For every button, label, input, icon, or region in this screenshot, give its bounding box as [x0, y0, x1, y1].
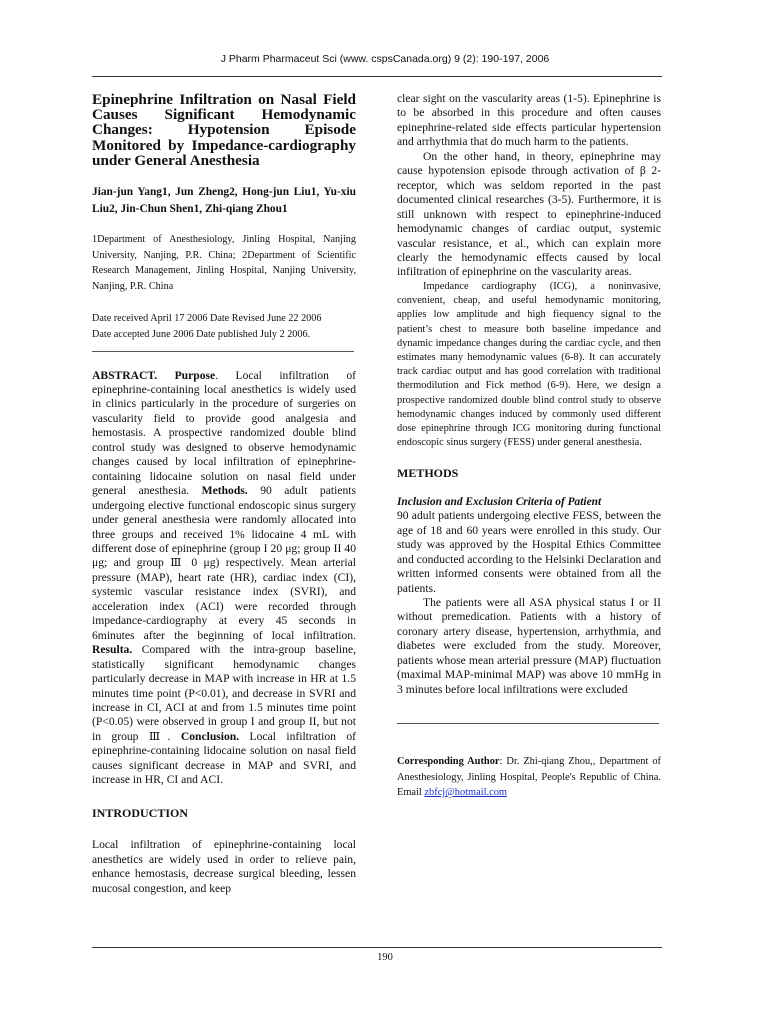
author-list: Jian-jun Yang1, Jun Zheng2, Hong-jun Liu1, Yu-xiu Liu2, Jin-Chun Shen1, Zhi-qiang Zhou1: [92, 186, 356, 216]
abstract: [92, 369, 356, 788]
hypotension-paragraph: On the other hand, in theory, epinephrine may cause hypotension episode through activation of β 2-receptor, which was seldom reported in the past documented clinical researches (3-5). Furthermore, it is still unknown with respect to epinephrine-induced hemodynamic changes of cardiac output, systemic vascular resistance, et al., which can explain more clearly the hemodynamic effects caused by local infiltration of epinephrine on the vascularity areas.: [397, 149, 661, 279]
methods-label: Methods.: [201, 484, 248, 498]
corr-details: : Dr. Zhi-qiang Zhou,, Department of Anesthesiology, Jinling Hospital, People's Republic of China. Email: [397, 756, 662, 799]
methods-heading: METHODS: [397, 466, 459, 481]
article-title: Epinephrine Infiltration on Nasal Field Causes Significant Hemodynamic Changes: Hypotension Episode Monitored by Impedance-cardiography under General Anesthesia: [92, 91, 356, 169]
abstract-methods: 90 adult patients undergoing elective functional endoscopic sinus surgery under general anesthesia were randomly allocated into three groups and received 1% lidocaine 4 mL with different dose of epinephrine (group I 20 μg; group II 40 μg; and group Ⅲ 0 μg) respectively. Mean arterial pressure (MAP), heart rate (HR), cardiac index (CI), systemic vascular resistance index (SVRI), and acceleration index (ACI) were recorded through impedance-cardiography at every 45 seconds in 6minutes after the beginning of local infiltration.: [92, 484, 356, 642]
abstract-conclusion: Local infiltration of epinephrine-containing lidocaine solution on nasal field causes significant decrease in MAP and SVRI, and increase in HR, CI and ACI.: [92, 729, 356, 787]
dates-accepted: Date accepted June 2006 Date published July 2 2006.: [92, 328, 311, 340]
running-head: J Pharm Pharmaceut Sci (www. cspsCanada.org) 9 (2): 190-197, 2006: [220, 53, 550, 65]
footer-rule: [92, 947, 662, 948]
header-rule: [92, 76, 662, 77]
conclusion-label: Conclusion.: [180, 729, 240, 743]
email-link[interactable]: zbfcj@hotmail.com: [424, 787, 507, 799]
abstract-results: Compared with the intra-group baseline, statistically significant hemodynamic changes particularly decrease in MAP with increase in HR at 1.5 minutes time point (P<0.01), and decrease in SVRI and increase in CI, ACI at and from 1.5 minutes time point (P<0.05) were observed in group I and group II, but not in group Ⅲ.: [92, 643, 356, 743]
affiliations: 1Department of Anesthesiology, Jinling Hospital, Nanjing University, Nanjing, P.R. China; 2Department of Scientific Research Management, Jinling Hospital, Nanjing University, Nanjing, P.R. China: [92, 234, 356, 292]
left-column: [92, 92, 356, 896]
abstract-paragraph: [92, 369, 356, 788]
introduction-heading: INTRODUCTION: [92, 805, 189, 820]
abstract-purpose: . Local infiltration of epinephrine-containing local anesthetics is widely used in clinics particularly in the procedure of surgeries on vascularity field to provide good analgesia and hemostasis. A prospective randomized double blind control study was designed to observe hemodynamic changes caused by local infiltration of epinephrine-containing lidocaine solution on nasal field under general anesthesia.: [92, 368, 356, 498]
page-number: 190: [377, 952, 393, 963]
exclusion-paragraph: The patients were all ASA physical status I or II without premedication. Patients with a history of coronary artery disease, hypertension, arrhythmia, and diabetes were excluded from the study. Moreover, patients whose mean arterial pressure (MAP) fluctuation (maximal MAP-minimal MAP) was above 10 mmHg in 3 minutes before local infiltrations were excluded: [397, 595, 661, 696]
results-label: Resulta.: [92, 643, 133, 657]
footnote-rule: [397, 723, 659, 724]
patients-paragraph: 90 adult patients undergoing elective FESS, between the age of 18 and 60 years were enrolled in this study. Our study was approved by the Hospital Ethics Committee and conducted according to the Helsinki Declaration and written informed consents were obtained from all the patients.: [397, 509, 661, 595]
corr-label: Corresponding Author: [397, 756, 500, 768]
right-column: [397, 92, 661, 801]
abstract-label: ABSTRACT. Purpose: [92, 368, 216, 382]
dates-rule: [92, 351, 354, 352]
criteria-subheading: Inclusion and Exclusion Criteria of Patient: [397, 495, 602, 508]
introduction-paragraph: Local infiltration of epinephrine-containing local anesthetics are widely used in order to relieve pain, enhance hemostasis, decrease surgical bleeding, lessen mucosal congestion, and keep: [92, 838, 356, 895]
icg-paragraph: Impedance cardiography (ICG), a noninvasive, convenient, cheap, and useful hemodynamic monitoring, applies low amplitude and high fiequency signal to the patient’s chest to measure both baseline impedance and dynamic impedance changes during the cardiac cycle, and then estimates many hemodynamic values (6-8). It can accurately track cardiac output and has good correlation with traditional thermodilution and Fick method (6-9). Here, we design a prospective randomized double blind control study to observe hemodynamic changes induced by commonly used different dose epinephrine through ICG monitoring during functional endoscopic sinus surgery (FESS) under general anesthesia.: [397, 280, 661, 449]
corresponding-author: [397, 754, 661, 801]
dates-received: Date received April 17 2006 Date Revised June 22 2006: [92, 313, 322, 325]
intro-continued-paragraph: clear sight on the vascularity areas (1-5). Epinephrine is to be absorbed in this procedure and often causes epinephrine-related side effects particular hypertension and arrhythmia that do much harm to the patients.: [397, 92, 661, 149]
